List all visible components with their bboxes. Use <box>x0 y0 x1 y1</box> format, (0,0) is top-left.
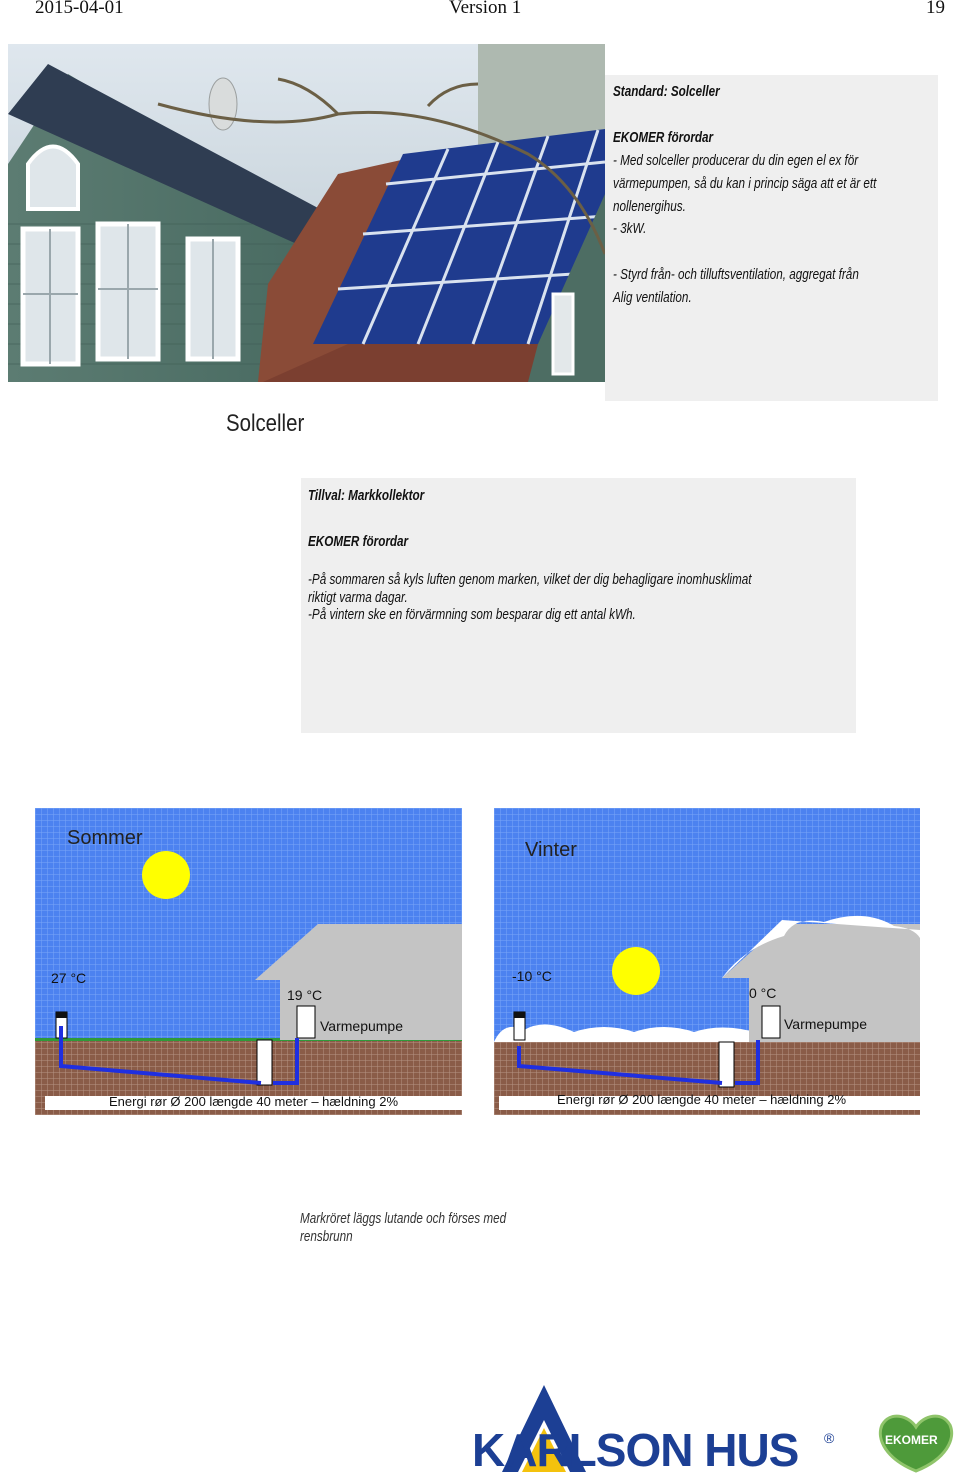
summer-inside-temp: 19 °C <box>287 987 323 1003</box>
summer-title: Sommer <box>67 827 143 849</box>
summer-pump-label: Varmepumpe <box>320 1018 404 1034</box>
solar-line-6: Alig ventilation. <box>613 289 692 306</box>
winter-diagram <box>494 808 920 1115</box>
note-line-1: Markröret läggs lutande och förses med <box>300 1210 507 1227</box>
header-version: Version 1 <box>449 0 522 18</box>
summer-pipe-label: Energi rør Ø 200 længde 40 meter – hældning 2% <box>109 1094 399 1109</box>
page-number: 19 <box>926 0 945 18</box>
note-line-2: rensbrunn <box>300 1228 353 1245</box>
solar-recommend: EKOMER förordar <box>613 129 714 146</box>
option-info-box <box>301 478 856 733</box>
karlson-hus-logo <box>472 1380 844 1476</box>
solar-line-2: värmepumpen, så du kan i princip säga att et är ett <box>613 175 877 192</box>
winter-pipe-label: Energi rør Ø 200 længde 40 meter – hældning 2% <box>557 1092 847 1107</box>
summer-diagram <box>35 808 462 1115</box>
photo-caption: Solceller <box>226 410 305 437</box>
ekomer-wordmark: EKOMER <box>885 1433 938 1447</box>
option-line-2: riktigt varma dagar. <box>308 589 408 606</box>
solar-line-3: nollenergihus. <box>613 198 686 215</box>
solar-line-4: - 3kW. <box>613 220 647 237</box>
option-line-3: -På vintern ske en förvärmning som besparar dig ett antal kWh. <box>308 606 636 623</box>
header-date: 2015-04-01 <box>35 0 124 18</box>
solar-line-1: - Med solceller producerar du din egen el ex för <box>613 152 859 169</box>
solar-title: Standard: Solceller <box>613 83 720 100</box>
summer-outside-temp: 27 °C <box>51 970 87 986</box>
ekomer-logo <box>876 1409 956 1473</box>
solar-line-5: - Styrd från- och tilluftsventilation, aggregat från <box>613 266 859 283</box>
winter-outside-temp: -10 °C <box>512 968 552 984</box>
winter-title: Vinter <box>525 839 577 861</box>
solar-info-box <box>605 75 938 401</box>
winter-inside-temp: 0 °C <box>749 985 777 1001</box>
karlson-hus-wordmark: KARLSON HUS <box>472 1424 799 1476</box>
winter-pump-label: Varmepumpe <box>784 1016 868 1032</box>
option-title: Tillval: Markkollektor <box>308 487 425 504</box>
solar-house-photo <box>8 44 605 382</box>
option-recommend: EKOMER förordar <box>308 533 409 550</box>
option-line-1: -På sommaren så kyls luften genom marken, vilket der dig behagligare inomhusklimat <box>308 571 752 588</box>
registered-mark-icon: ® <box>824 1430 835 1446</box>
